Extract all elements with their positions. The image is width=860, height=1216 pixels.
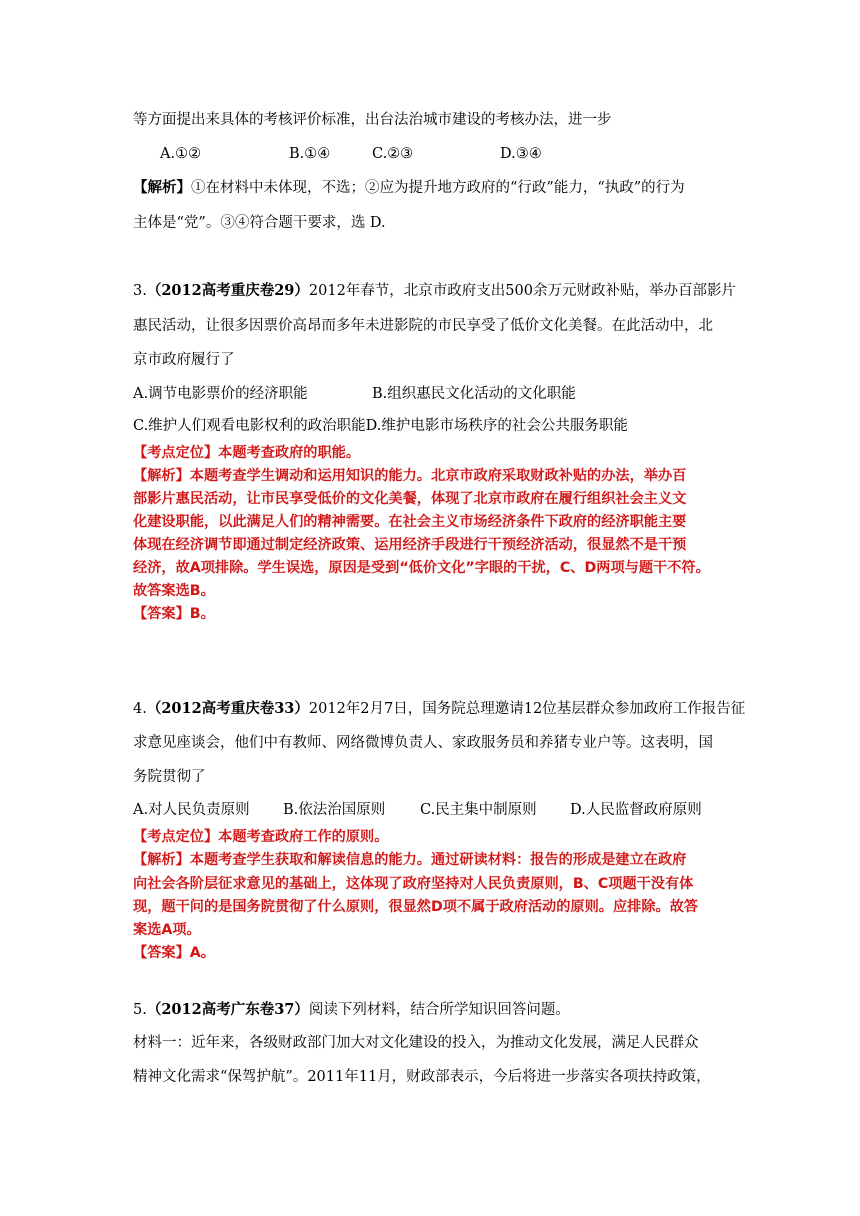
analysis-line: 主体是“党”。③④符合题干要求，选 D. [133, 215, 386, 231]
explanation-line: 【解析】本题考查学生获取和解读信息的能力。通过研读材料：报告的形成是建立在政府 [133, 852, 687, 868]
explanation-line: 向社会各阶层征求意见的基础上，这体现了政府坚持对人民负责原则，B、C项题干没有体 [133, 876, 694, 892]
explanation-line: 【解析】本题考查学生调动和运用知识的能力。北京市政府采取财政补贴的办法，举办百 [133, 468, 687, 484]
explanation-line: 现，题干问的是国务院贯彻了什么原则，很显然D项不属于政府活动的原则。应排除。故答 [133, 899, 699, 915]
question-source: （2012高考广东卷37） [146, 1001, 309, 1018]
option-c-d: C.维护人们观看电影权利的政治职能D.维护电影市场秩序的社会公共服务职能 [133, 418, 628, 434]
answer: 【答案】A。 [133, 945, 215, 961]
option-b: B.组织惠民文化活动的文化职能 [372, 386, 576, 402]
question-3-stem-line: 京市政府履行了 [133, 352, 235, 368]
option-d: D.③④ [500, 146, 542, 162]
option-a: A.对人民负责原则 [133, 802, 250, 818]
explanation-line: 经济，故A项排除。学生误选，原因是受到“低价文化”字眼的干扰，C、D两项与题干不符。 [133, 560, 710, 576]
analysis-tag: 【解析】 [133, 179, 191, 196]
answer: 【答案】B。 [133, 606, 215, 622]
key-point: 【考点定位】本题考查政府工作的原则。 [133, 829, 389, 845]
explanation-line: 故答案选B。 [133, 583, 215, 599]
question-number: 4. [133, 701, 147, 717]
option-d: D.人民监督政府原则 [570, 802, 702, 818]
question-text: 阅读下列材料，结合所学知识回答问题。 [308, 1002, 570, 1018]
question-4-stem [133, 699, 745, 719]
question-text: 2012年春节，北京市政府支出500余万元财政补贴，举办百部影片 [308, 283, 736, 299]
explanation-line: 化建设职能，以此满足人们的精神需要。在社会主义市场经济条件下政府的经济职能主要 [133, 514, 687, 530]
analysis-line [133, 178, 685, 198]
question-3-stem-line: 惠民活动，让很多因票价高昂而多年未进影院的市民享受了低价文化美餐。在此活动中，北 [133, 318, 713, 334]
material-line: 材料一：近年来，各级财政部门加大对文化建设的投入，为推动文化发展，满足人民群众 [133, 1035, 699, 1051]
option-c: C.②③ [372, 146, 414, 162]
question-4-stem-line: 求意见座谈会，他们中有教师、网络微博负责人、家政服务员和养猪专业户等。这表明，国 [133, 735, 713, 751]
question-source: （2012高考重庆卷33） [146, 700, 309, 717]
key-point: 【考点定位】本题考查政府的职能。 [133, 445, 361, 461]
question-number: 5. [133, 1002, 147, 1018]
option-b: B.依法治国原则 [283, 802, 386, 818]
explanation-line: 部影片惠民活动，让市民享受低价的文化美餐，体现了北京市政府在履行组织社会主义文 [133, 491, 687, 507]
option-b: B.①④ [289, 146, 331, 162]
option-a: A.①② [160, 146, 202, 162]
question-source: （2012高考重庆卷29） [146, 282, 309, 299]
text-line: 等方面提出来具体的考核评价标准，出台法治城市建设的考核办法，进一步 [133, 112, 612, 128]
question-3-stem [133, 281, 736, 301]
question-4-stem-line: 务院贯彻了 [133, 769, 206, 785]
analysis-text: ①在材料中未体现，不选；②应为提升地方政府的“行政”能力，“执政”的行为 [191, 180, 685, 196]
option-c: C.民主集中制原则 [420, 802, 537, 818]
question-number: 3. [133, 283, 147, 299]
option-a: A.调节电影票价的经济职能 [133, 386, 308, 402]
explanation-line: 体现在经济调节即通过制定经济政策、运用经济手段进行干预经济活动，很显然不是干预 [133, 537, 687, 553]
question-5-stem [133, 1000, 570, 1020]
question-text: 2012年2月7日，国务院总理邀请12位基层群众参加政府工作报告征 [308, 701, 746, 717]
material-line: 精神文化需求“保驾护航”。2011年11月，财政部表示，今后将进一步落实各项扶持政策， [133, 1069, 711, 1085]
explanation-line: 案选A项。 [133, 922, 201, 938]
